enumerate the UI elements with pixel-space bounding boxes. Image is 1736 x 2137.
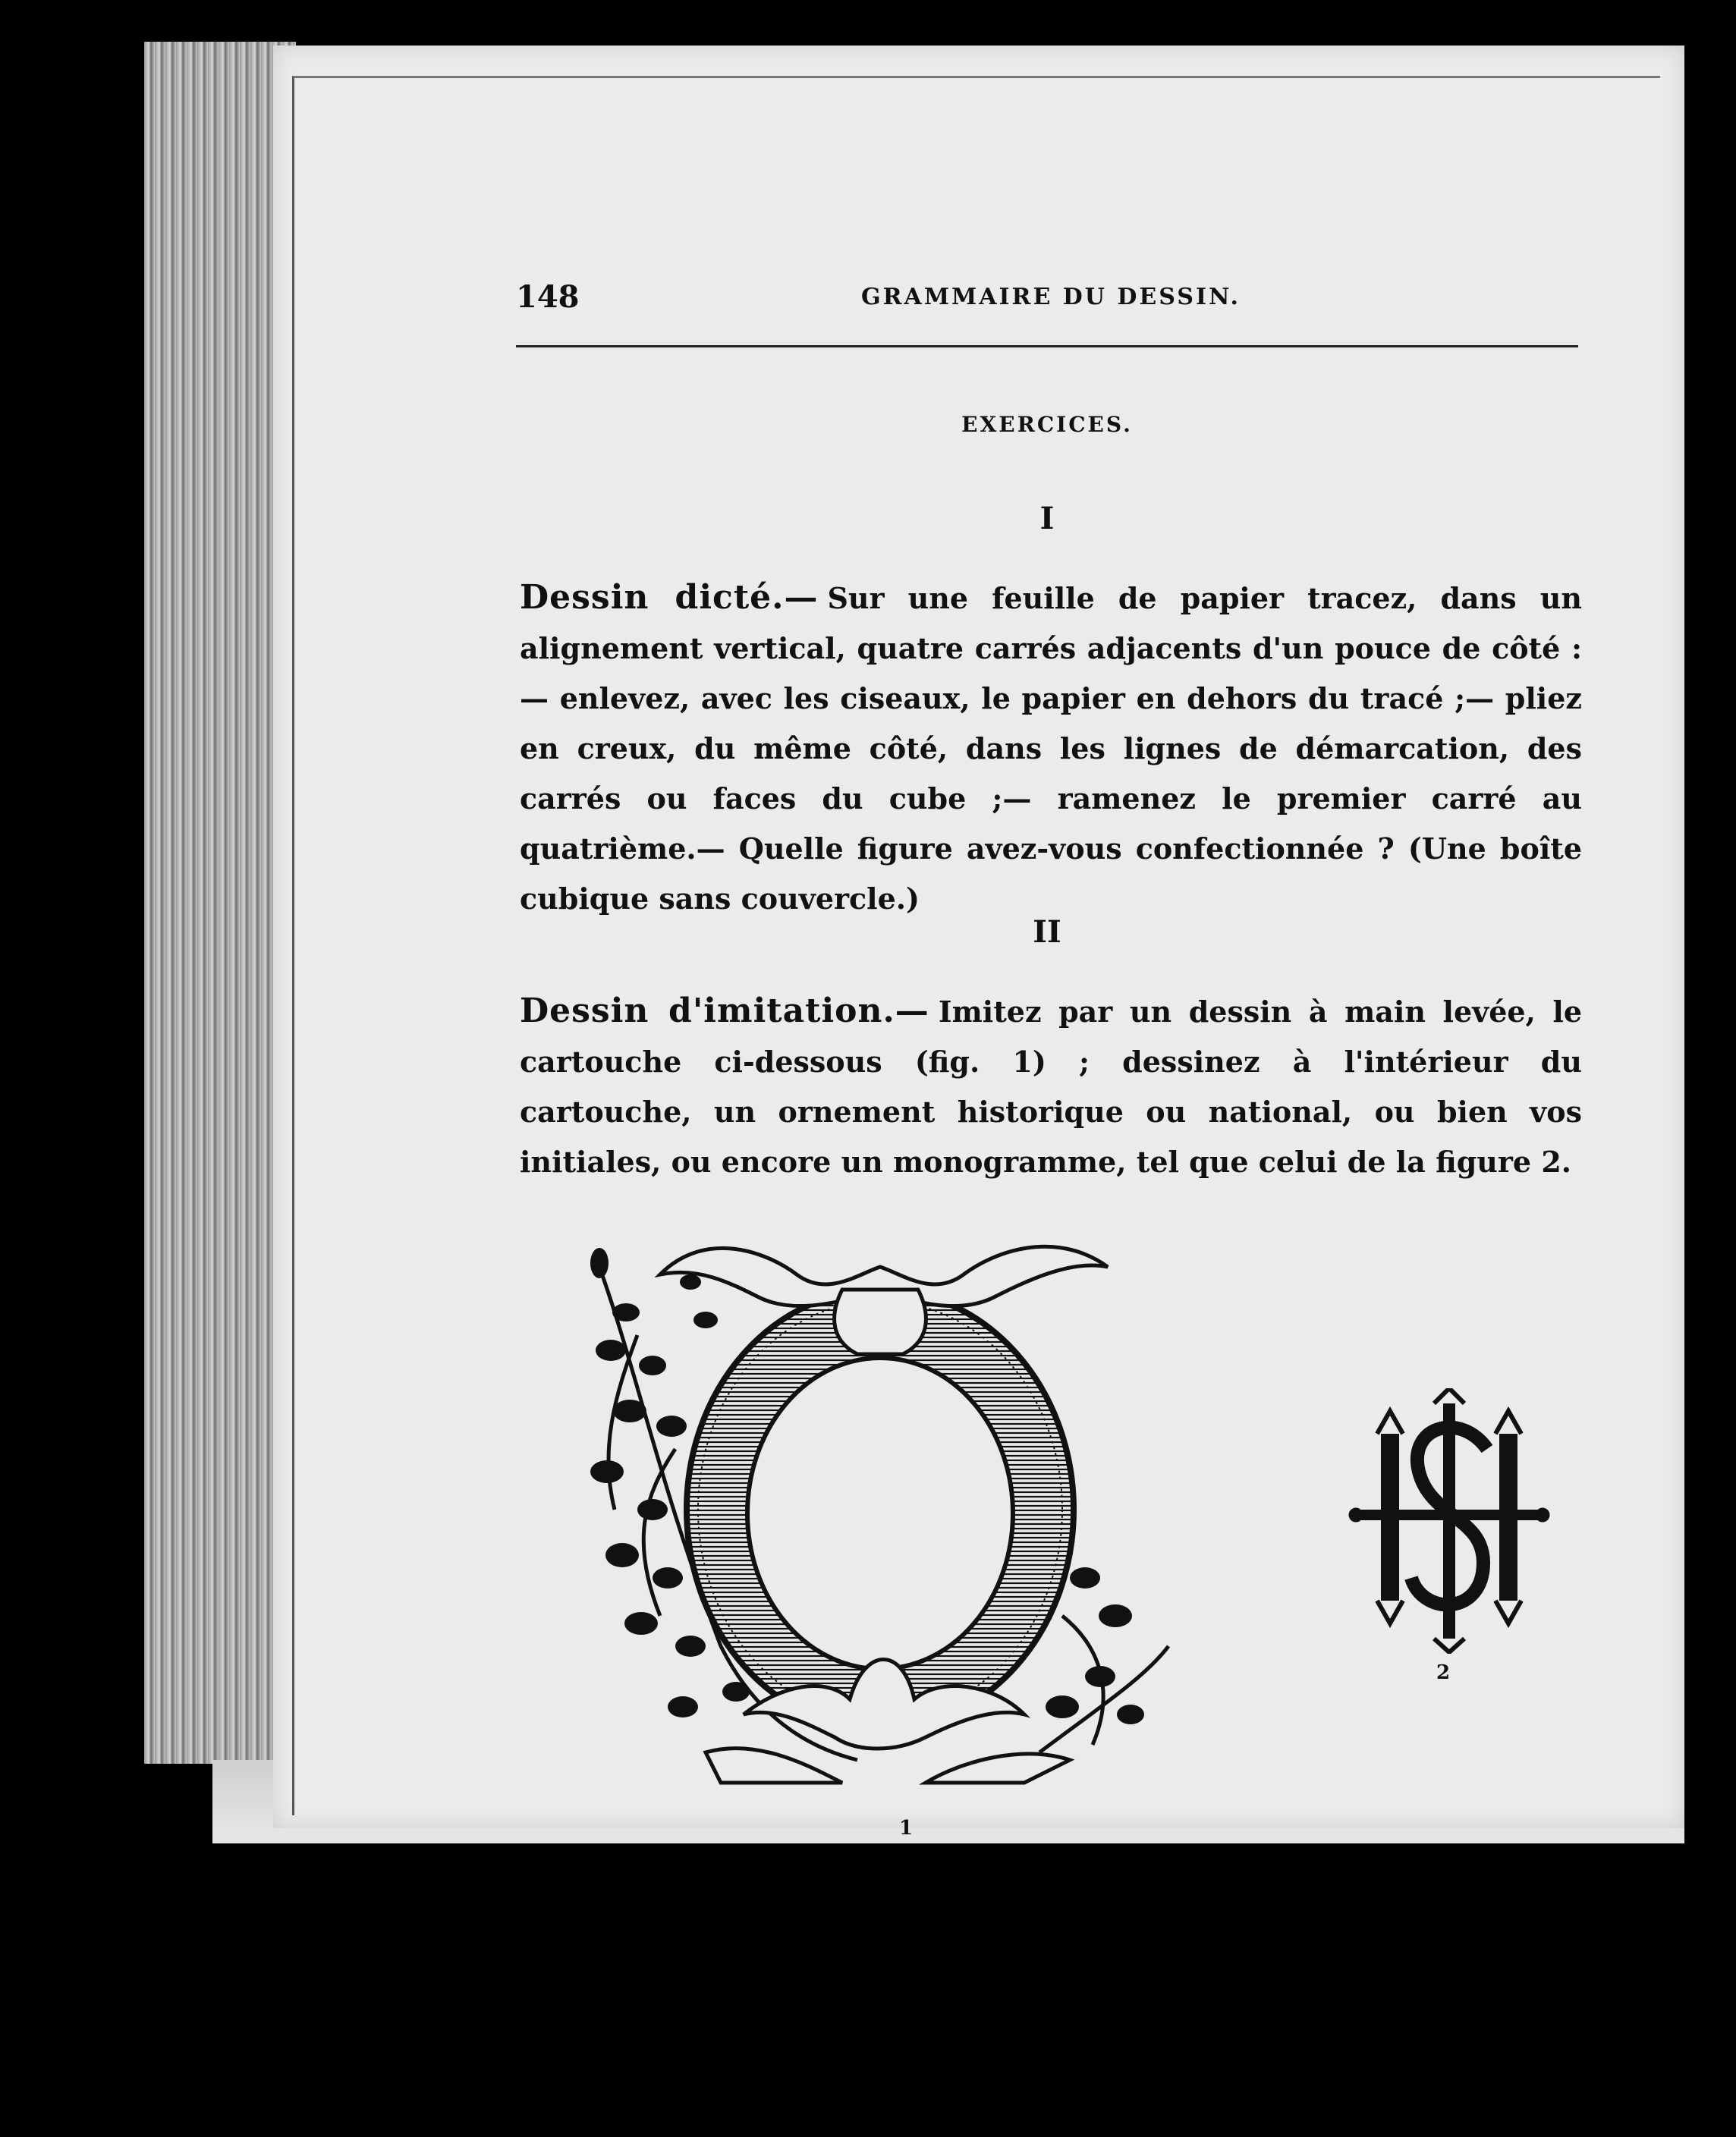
exercise-lead: Dessin d'imitation.— (520, 992, 929, 1030)
exercise-numeral: I (1039, 501, 1055, 536)
monogram-figure (1347, 1388, 1552, 1654)
exercise-paragraph (520, 573, 1582, 924)
exercise-body: Sur une feuille de papier tracez, dans un alignement vertical, quatre carrés adjacents d'un pouce de côté :— enlevez, avec les ciseaux, le papier en dehors du tracé ;— pliez en creux, du même côté, dans les lignes de démarcation, des carrés ou faces du cube ;— ramenez le premier carré au quatrième.— Quelle figure avez-vous confectionnée ? (Une boîte cubique sans couvercle.) (520, 581, 1583, 916)
figure-caption: 2 (1436, 1661, 1451, 1684)
figure-caption: 1 (899, 1817, 914, 1840)
page-header (516, 279, 1578, 317)
exercise-lead: Dessin dicté.— (520, 578, 819, 617)
exercise-numeral: II (1033, 914, 1061, 950)
monogram-letters (1349, 1388, 1549, 1652)
header-rule (516, 345, 1578, 347)
cartouche-figure (569, 1221, 1199, 1790)
page-number: 148 (516, 279, 580, 315)
section-title: EXERCICES. (961, 412, 1133, 437)
exercise-body: Imitez par un dessin à main levée, le cartouche ci-dessous (fig. 1) ; dessinez à l'intérieur du cartouche, un ornement historique ou national, ou bien vos initiales, ou encore un monogramme, tel que celui de la figure 2. (520, 995, 1582, 1179)
exercise-paragraph (520, 986, 1582, 1187)
running-title: GRAMMAIRE DU DESSIN. (861, 284, 1241, 310)
